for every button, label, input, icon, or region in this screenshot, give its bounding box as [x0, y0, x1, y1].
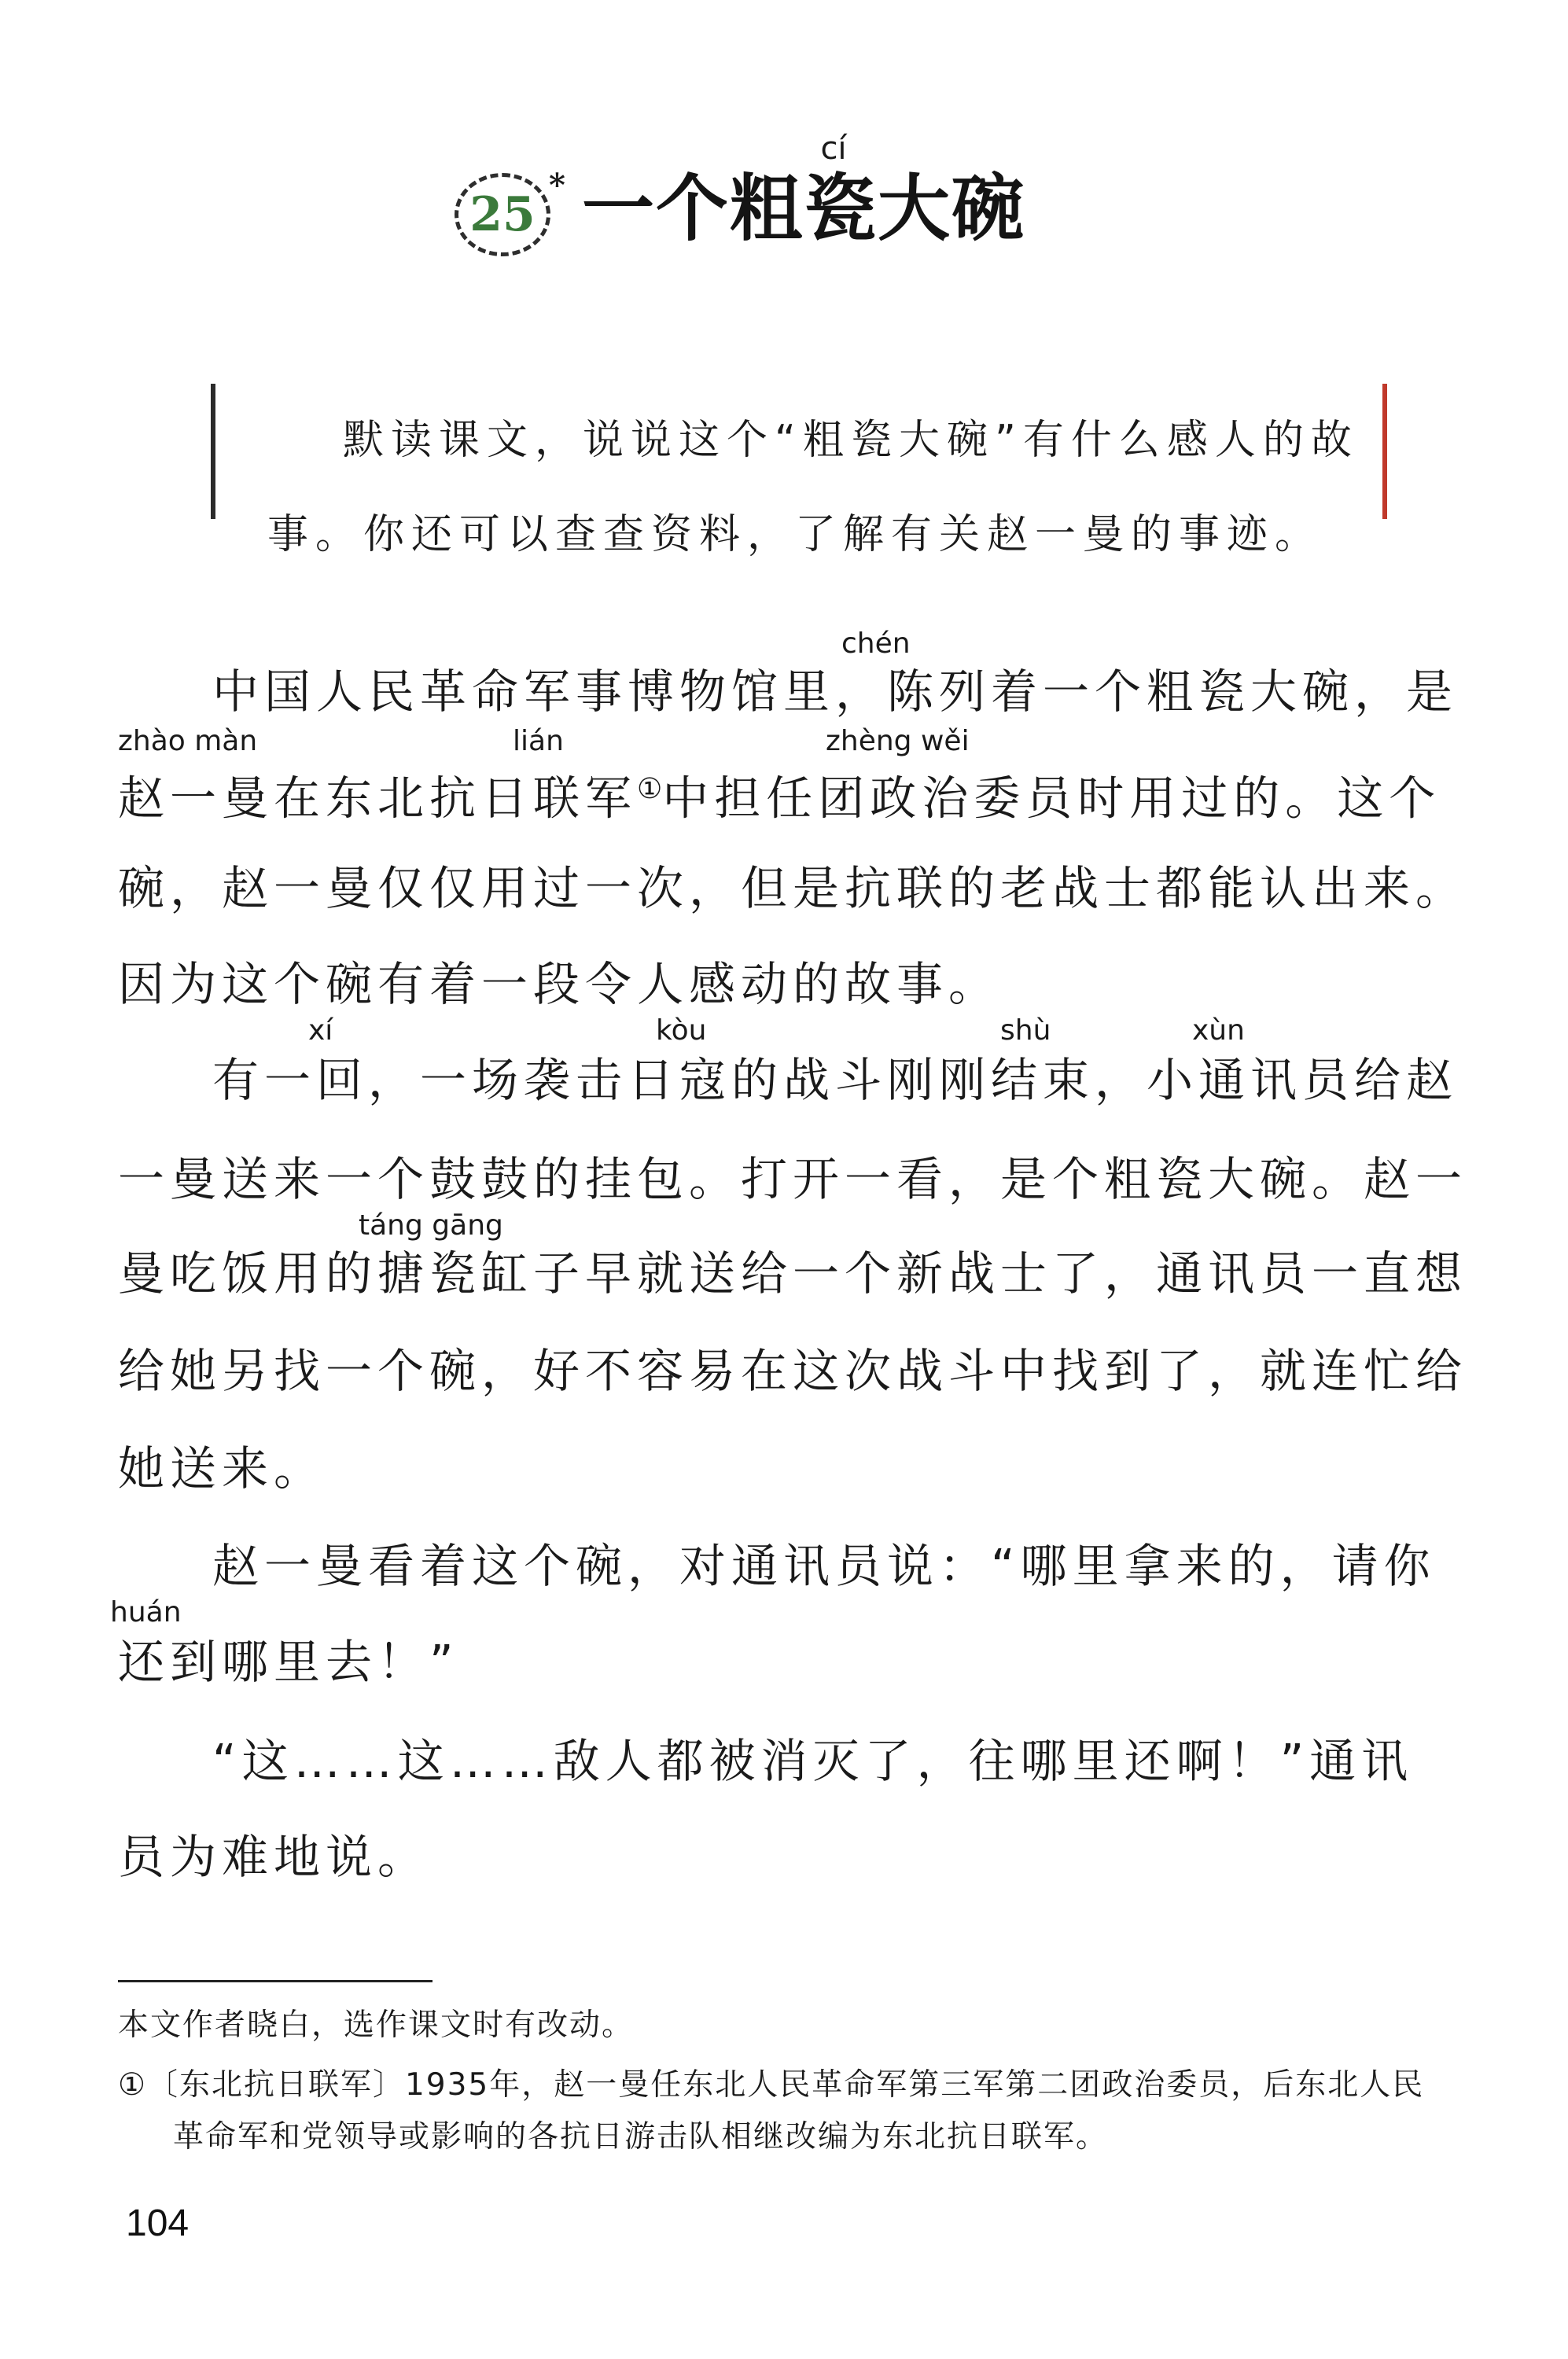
body-line-4: 因为这个碗有着一段令人感动的故事。: [118, 957, 1001, 1011]
body-line-2: [118, 758, 1441, 830]
pinyin-kou: kòu: [656, 1014, 707, 1047]
reading-task-line-2: 事。你还可以查查资料，了解有关赵一曼的事迹。: [267, 511, 1323, 558]
body-line-9: 她送来。: [118, 1441, 326, 1496]
footnote-1-line-1: ①〔东北抗日联军〕1935年，赵一曼任东北人民革命军第三军第二团政治委员，后东北人民: [118, 2067, 1425, 2103]
page-number: 104: [126, 2203, 190, 2244]
body-line-8: 给她另找一个碗，好不容易在这次战斗中找到了，就连忙给: [118, 1344, 1468, 1398]
pinyin-zheng-wei: zhèng wěi: [826, 725, 970, 757]
footnote-divider: [118, 1980, 432, 1982]
reading-task-line-1: 默读课文，说说这个“粗瓷大碗”有什么感人的故: [343, 417, 1359, 464]
pinyin-xun: xùn: [1192, 1014, 1245, 1047]
body-line-3: 碗，赵一曼仅仅用过一次，但是抗联的老战士都能认出来。: [118, 861, 1468, 915]
pinyin-chen: chén: [841, 627, 911, 660]
pinyin-shu: shù: [1000, 1014, 1051, 1047]
self-study-mark: *: [549, 167, 565, 204]
body-line-12: “这……这……敌人都被消灭了，往哪里还啊！”通讯: [212, 1734, 1414, 1788]
pinyin-xi: xí: [308, 1014, 333, 1047]
body-line-6: 一曼送来一个鼓鼓的挂包。打开一看，是个粗瓷大碗。赵一: [118, 1152, 1468, 1206]
footnote-marker: ①: [637, 773, 663, 805]
page-title: 一个粗瓷大碗: [582, 167, 1026, 251]
pinyin-tang-gang: táng gāng: [359, 1209, 503, 1242]
body-line-5: 有一回，一场袭击日寇的战斗刚刚结束，小通讯员给赵: [212, 1053, 1459, 1107]
lesson-number-badge: [455, 173, 550, 256]
title-pinyin: cí: [820, 131, 847, 167]
body-line-7: 曼吃饭用的搪瓷缸子早就送给一个新战士了，通讯员一直想: [118, 1246, 1468, 1301]
body-line-1: 中国人民革命军事博物馆里，陈列着一个粗瓷大碗，是: [212, 664, 1459, 719]
body-line-2-part-2: 中担任团政治委员时用过的。这个: [662, 771, 1441, 826]
pinyin-lian: lián: [513, 725, 564, 757]
body-line-10: 赵一曼看着这个碗，对通讯员说：“哪里拿来的，请你: [212, 1539, 1436, 1593]
lesson-number: 25: [469, 187, 536, 242]
reading-task: [267, 393, 1368, 582]
pinyin-zhao-man: zhào màn: [118, 725, 258, 757]
body-line-11: 还到哪里去！”: [118, 1635, 459, 1689]
body-line-13: 员为难地说。: [118, 1830, 430, 1884]
pinyin-huan: huán: [110, 1596, 182, 1628]
body-line-2-part-1: 赵一曼在东北抗日联军: [118, 771, 638, 826]
task-box-right-bar: [1382, 384, 1387, 519]
footnote-author: 本文作者晓白，选作课文时有改动。: [118, 2008, 635, 2043]
footnote-1-line-2: 革命军和党领导或影响的各抗日游击队相继改编为东北抗日联军。: [173, 2119, 1109, 2155]
